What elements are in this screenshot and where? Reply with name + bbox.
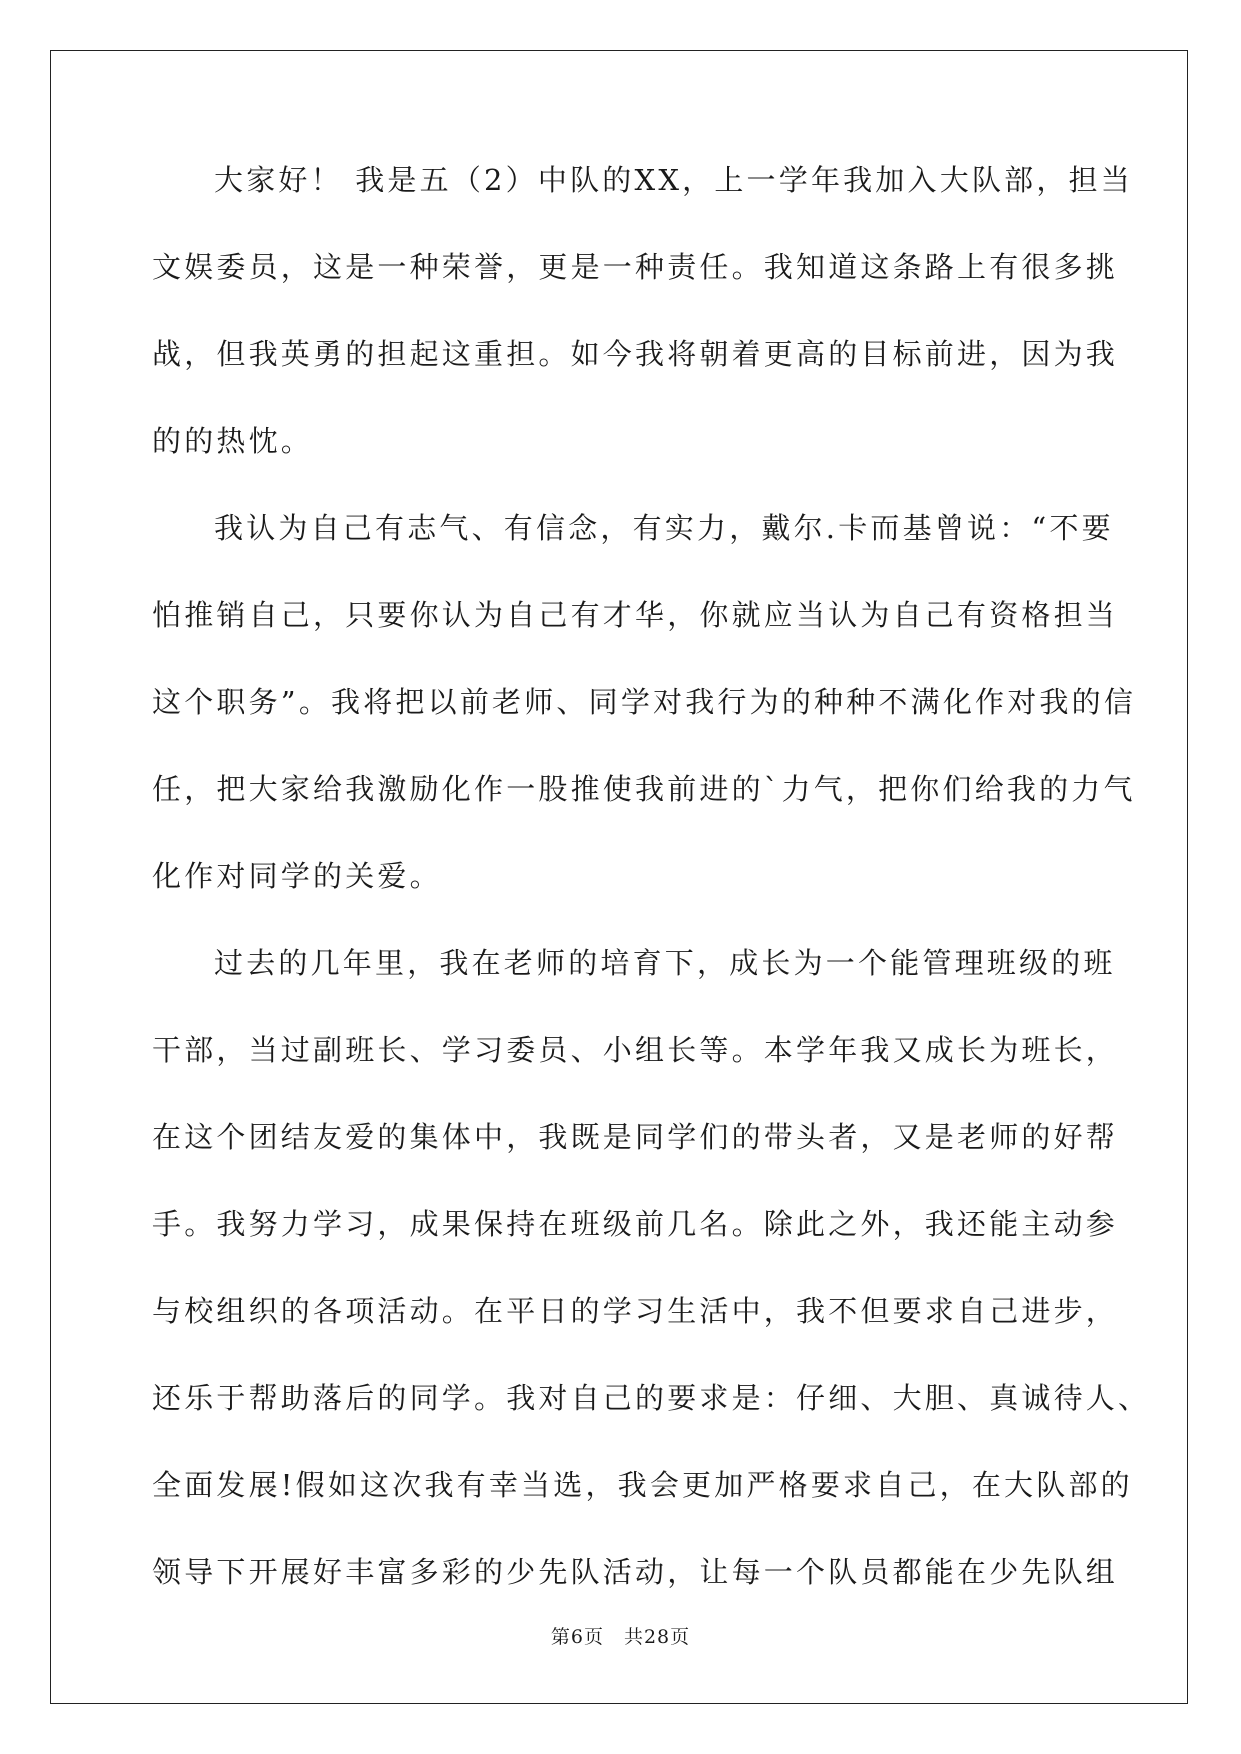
text-line: 文娱委员，这是一种荣誉，更是一种责任。我知道这条路上有很多挑 (152, 250, 1119, 284)
text-line: 过去的几年里，我在老师的培育下，成长为一个能管理班级的班 (214, 946, 1116, 980)
text-line: 与校组织的各项活动。在平日的学习生活中，我不但要求自己进步， (152, 1294, 1119, 1328)
text-line: 任，把大家给我激励化作一股推使我前进的`力气，把你们给我的力气 (152, 772, 1136, 806)
text-line: 全面发展!假如这次我有幸当选，我会更加严格要求自己，在大队部的 (152, 1468, 1133, 1502)
text-line: 我认为自己有志气、有信念，有实力，戴尔.卡而基曾说：“不要 (214, 511, 1114, 545)
text-line: 领导下开展好丰富多彩的少先队活动，让每一个队员都能在少先队组 (152, 1555, 1119, 1589)
page-footer (0, 1622, 1241, 1649)
text-line: 化作对同学的关爱。 (152, 859, 442, 893)
text-line: 还乐于帮助落后的同学。我对自己的要求是：仔细、大胆、真诚待人、 (152, 1381, 1151, 1415)
text-line: 手。我努力学习，成果保持在班级前几名。除此之外，我还能主动参 (152, 1207, 1119, 1241)
total-page-count: 共28页 (623, 1626, 691, 1648)
document-body (152, 160, 1151, 1639)
text-line: 大家好！ 我是五（2）中队的XX，上一学年我加入大队部，担当 (214, 163, 1133, 197)
text-line: 怕推销自己，只要你认为自己有才华，你就应当认为自己有资格担当 (152, 598, 1119, 632)
current-page-number: 第6页 (550, 1626, 604, 1648)
text-line: 的的热忱。 (152, 424, 314, 458)
text-line: 战，但我英勇的担起这重担。如今我将朝着更高的目标前进，因为我 (152, 337, 1119, 371)
text-line: 干部，当过副班长、学习委员、小组长等。本学年我又成长为班长， (152, 1033, 1119, 1067)
text-line: 这个职务”。我将把以前老师、同学对我行为的种种不满化作对我的信 (152, 685, 1137, 719)
text-line: 在这个团结友爱的集体中，我既是同学们的带头者，又是老师的好帮 (152, 1120, 1119, 1154)
